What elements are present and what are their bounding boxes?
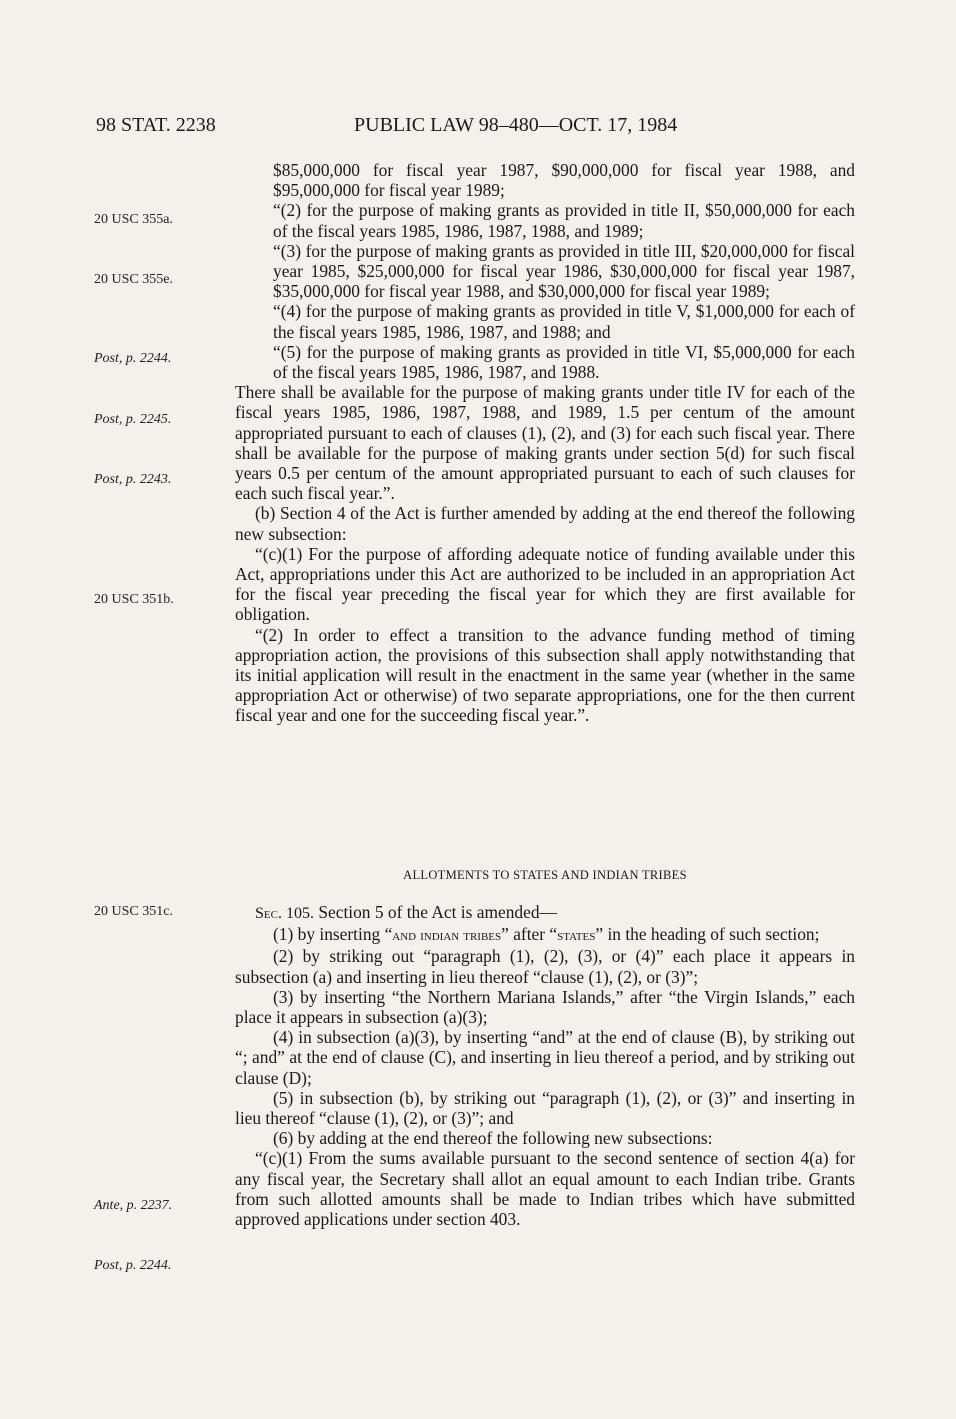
paragraph: “(3) for the purpose of making grants as provided in title III, $20,000,000 for fiscal year 1985, $25,000,000 for fiscal year 1986, $30,000,000 for fiscal year 1987, $35,000,000 for fiscal year 1988, and $30,000,000 for fiscal year 1989; [273, 240, 855, 302]
margin-note: Post, p. 2244. [94, 1258, 172, 1273]
paragraph: Sec. 105. Section 5 of the Act is amended— [255, 902, 557, 922]
paragraph: (6) by adding at the end thereof the following new subsections: [273, 1128, 713, 1149]
body-block-1 [235, 160, 855, 726]
paragraph: $85,000,000 for fiscal year 1987, $90,000,000 for fiscal year 1988, and $95,000,000 for fiscal year 1989; [273, 160, 855, 201]
body-block-2 [235, 902, 855, 1229]
paragraph: “(c)(1) From the sums available pursuant to the second sentence of section 4(a) for any fiscal year, the Secretary shall allot an equal amount to each Indian tribe. Grants from such allotted amounts shall be made to Indian tribes which have submitted approved applications under section 403. [235, 1148, 855, 1230]
stat-citation: 98 STAT. 2238 [96, 114, 216, 136]
margin-note: Ante, p. 2237. [94, 1198, 173, 1213]
page-header [96, 114, 796, 140]
margin-note: 20 USC 355e. [94, 272, 173, 287]
margin-note: Post, p. 2243. [94, 472, 172, 487]
law-title: PUBLIC LAW 98–480—OCT. 17, 1984 [354, 114, 678, 136]
margin-note: 20 USC 351c. [94, 904, 173, 919]
paragraph: (3) by inserting “the Northern Mariana Islands,” after “the Virgin Islands,” each place it appears in subsection (a)(3); [235, 986, 855, 1028]
section-heading: ALLOTMENTS TO STATES AND INDIAN TRIBES [403, 868, 687, 882]
paragraph: (2) by striking out “paragraph (1), (2), (3), or (4)” each place it appears in subsection (a) and inserting in lieu thereof “clause (1), (2), or (3)”; [235, 946, 855, 987]
paragraph: (4) in subsection (a)(3), by inserting “and” at the end of clause (B), by striking out “; and” at the end of clause (C), and inserting in lieu thereof a period, and by striking out clause (D); [235, 1027, 855, 1088]
margin-note: Post, p. 2244. [94, 351, 172, 366]
paragraph: “(c)(1) For the purpose of affording adequate notice of funding available under this Act, appropriations under this Act are authorized to be included in an appropriation Act for the fiscal year preceding the fiscal year for which they are first available for obligation. [235, 543, 855, 625]
paragraph: (b) Section 4 of the Act is further amended by adding at the end thereof the following new subsection: [235, 503, 855, 544]
paragraph: (5) in subsection (b), by striking out “paragraph (1), (2), or (3)” and inserting in lieu thereof “clause (1), (2), or (3)”; and [235, 1087, 855, 1129]
paragraph: “(5) for the purpose of making grants as provided in title VI, $5,000,000 for each of the fiscal years 1985, 1986, 1987, and 1988. [273, 341, 855, 383]
margin-note: Post, p. 2245. [94, 412, 172, 427]
margin-note: 20 USC 355a. [94, 212, 173, 227]
paragraph: (1) by inserting “and indian tribes” after “states” in the heading of such section; [273, 924, 820, 945]
section-label: Sec. 105. [255, 905, 314, 922]
paragraph: There shall be available for the purpose of making grants under title IV for each of the fiscal years 1985, 1986, 1987, 1988, and 1989, 1.5 per centum of the amount appropriated pursuant to each of clauses (1), (2), and (3) for each such fiscal year. There shall be available for the purpose of making grants under section 5(d) for such fiscal years 0.5 per centum of the amount appropriated pursuant to each of such clauses for each such fiscal year.”. [235, 382, 855, 504]
paragraph: “(4) for the purpose of making grants as provided in title V, $1,000,000 for each of the fiscal years 1985, 1986, 1987, and 1988; and [273, 301, 855, 342]
paragraph: “(2) In order to effect a transition to the advance funding method of timing appropriation action, the provisions of this subsection shall apply notwithstanding that its initial application will result in the enactment in the same year (whether in the same appropriation Act or otherwise) of two separate appropriations, one for the then current fiscal year and one for the succeeding fiscal year.”. [235, 624, 855, 726]
margin-note: 20 USC 351b. [94, 592, 174, 607]
paragraph: “(2) for the purpose of making grants as provided in title II, $50,000,000 for each of the fiscal years 1985, 1986, 1987, 1988, and 1989; [273, 200, 855, 241]
